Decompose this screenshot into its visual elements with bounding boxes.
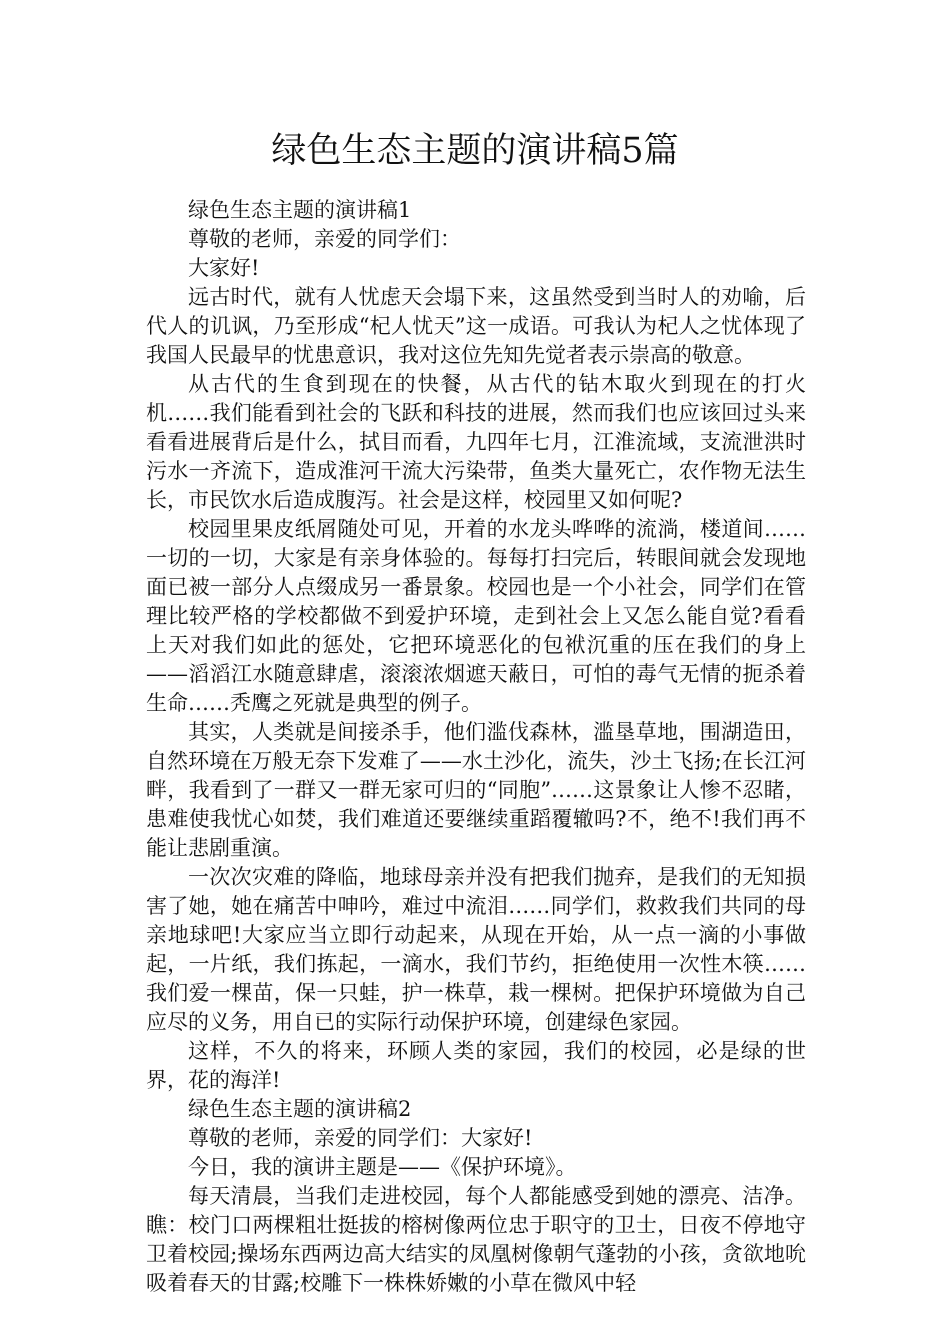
paragraph: 其实，人类就是间接杀手，他们滥伐森林，滥垦草地，围湖造田，自然环境在万般无奈下发难了——水土沙化，流失，沙土飞扬;在长江河畔，我看到了一群又一群无家可归的“同胞”……这景象让人惨不忍睹，患难使我忧心如焚，我们难道还要继续重蹈覆辙吗?不，绝不!我们再不能让悲剧重演。 (146, 720, 806, 860)
salutation: 尊敬的老师，亲爱的同学们： (188, 227, 461, 251)
paragraph: 一次次灾难的降临，地球母亲并没有把我们抛弃，是我们的无知损害了她，她在痛苦中呻吟，难过中流泪……同学们，救救我们共同的母亲地球吧!大家应当立即行动起来，从现在开始，从一点一滴的小事做起，一片纸，我们拣起，一滴水，我们节约，拒绝使用一次性木筷……我们爱一棵苗，保一只蛙，护一株草，栽一棵树。把保护环境做为自己应尽的义务，用自已的实际行动保护环境，创建绿色家园。 (146, 865, 806, 1034)
paragraph: 远古时代，就有人忧虑天会塌下来，这虽然受到当时人的劝喻，后代人的讥讽，乃至形成“杞人忧天”这一成语。可我认为杞人之忧体现了我国人民最早的忧患意识，我对这位先知先觉者表示崇高的敬意。 (146, 285, 806, 367)
paragraph: 从古代的生食到现在的快餐，从古代的钻木取火到现在的打火机……我们能看到社会的飞跃和科技的进展，然而我们也应该回过头来看看进展背后是什么，拭目而看，九四年七月，江淮流域，支流泄洪时污水一齐流下，造成淮河干流大污染带，鱼类大量死亡，农作物无法生长，市民饮水后造成腹泻。社会是这样，校园里又如何呢? (146, 372, 806, 512)
salutation: 尊敬的老师，亲爱的同学们：大家好! (188, 1126, 533, 1150)
paragraph: 这样，不久的将来，环顾人类的家园，我们的校园，必是绿的世界，花的海洋! (146, 1039, 806, 1092)
paragraph: 校园里果皮纸屑随处可见，开着的水龙头哗哗的流淌，楼道间……一切的一切，大家是有亲身体验的。每每打扫完后，转眼间就会发现地面已被一部分人点缀成另一番景象。校园也是一个小社会，同学们在管理比较严格的学校都做不到爱护环境，走到社会上又怎么能自觉?看看上天对我们如此的惩处，它把环境恶化的包袱沉重的压在我们的身上——滔滔江水随意肆虐，滚滚浓烟遮天蔽日，可怕的毒气无情的扼杀着生命……秃鹰之死就是典型的例子。 (146, 517, 806, 715)
greeting: 大家好! (188, 256, 260, 280)
section-heading: 绿色生态主题的演讲稿1 (188, 198, 412, 222)
paragraph: 每天清晨，当我们走进校园，每个人都能感受到她的漂亮、洁净。瞧：校门口两棵粗壮挺拔的榕树像两位忠于职守的卫士，日夜不停地守卫着校园;操场东西两边高大结实的凤凰树像朝气蓬勃的小孩，贪欲地吮吸着春天的甘露;校雕下一株株娇嫩的小草在微风中轻 (146, 1184, 806, 1295)
paragraph: 今日，我的演讲主题是——《保护环境》。 (188, 1155, 577, 1179)
document-title: 绿色生态主题的演讲稿5篇 (271, 131, 679, 171)
section-heading: 绿色生态主题的演讲稿2 (188, 1097, 412, 1121)
document-body (146, 196, 806, 1298)
